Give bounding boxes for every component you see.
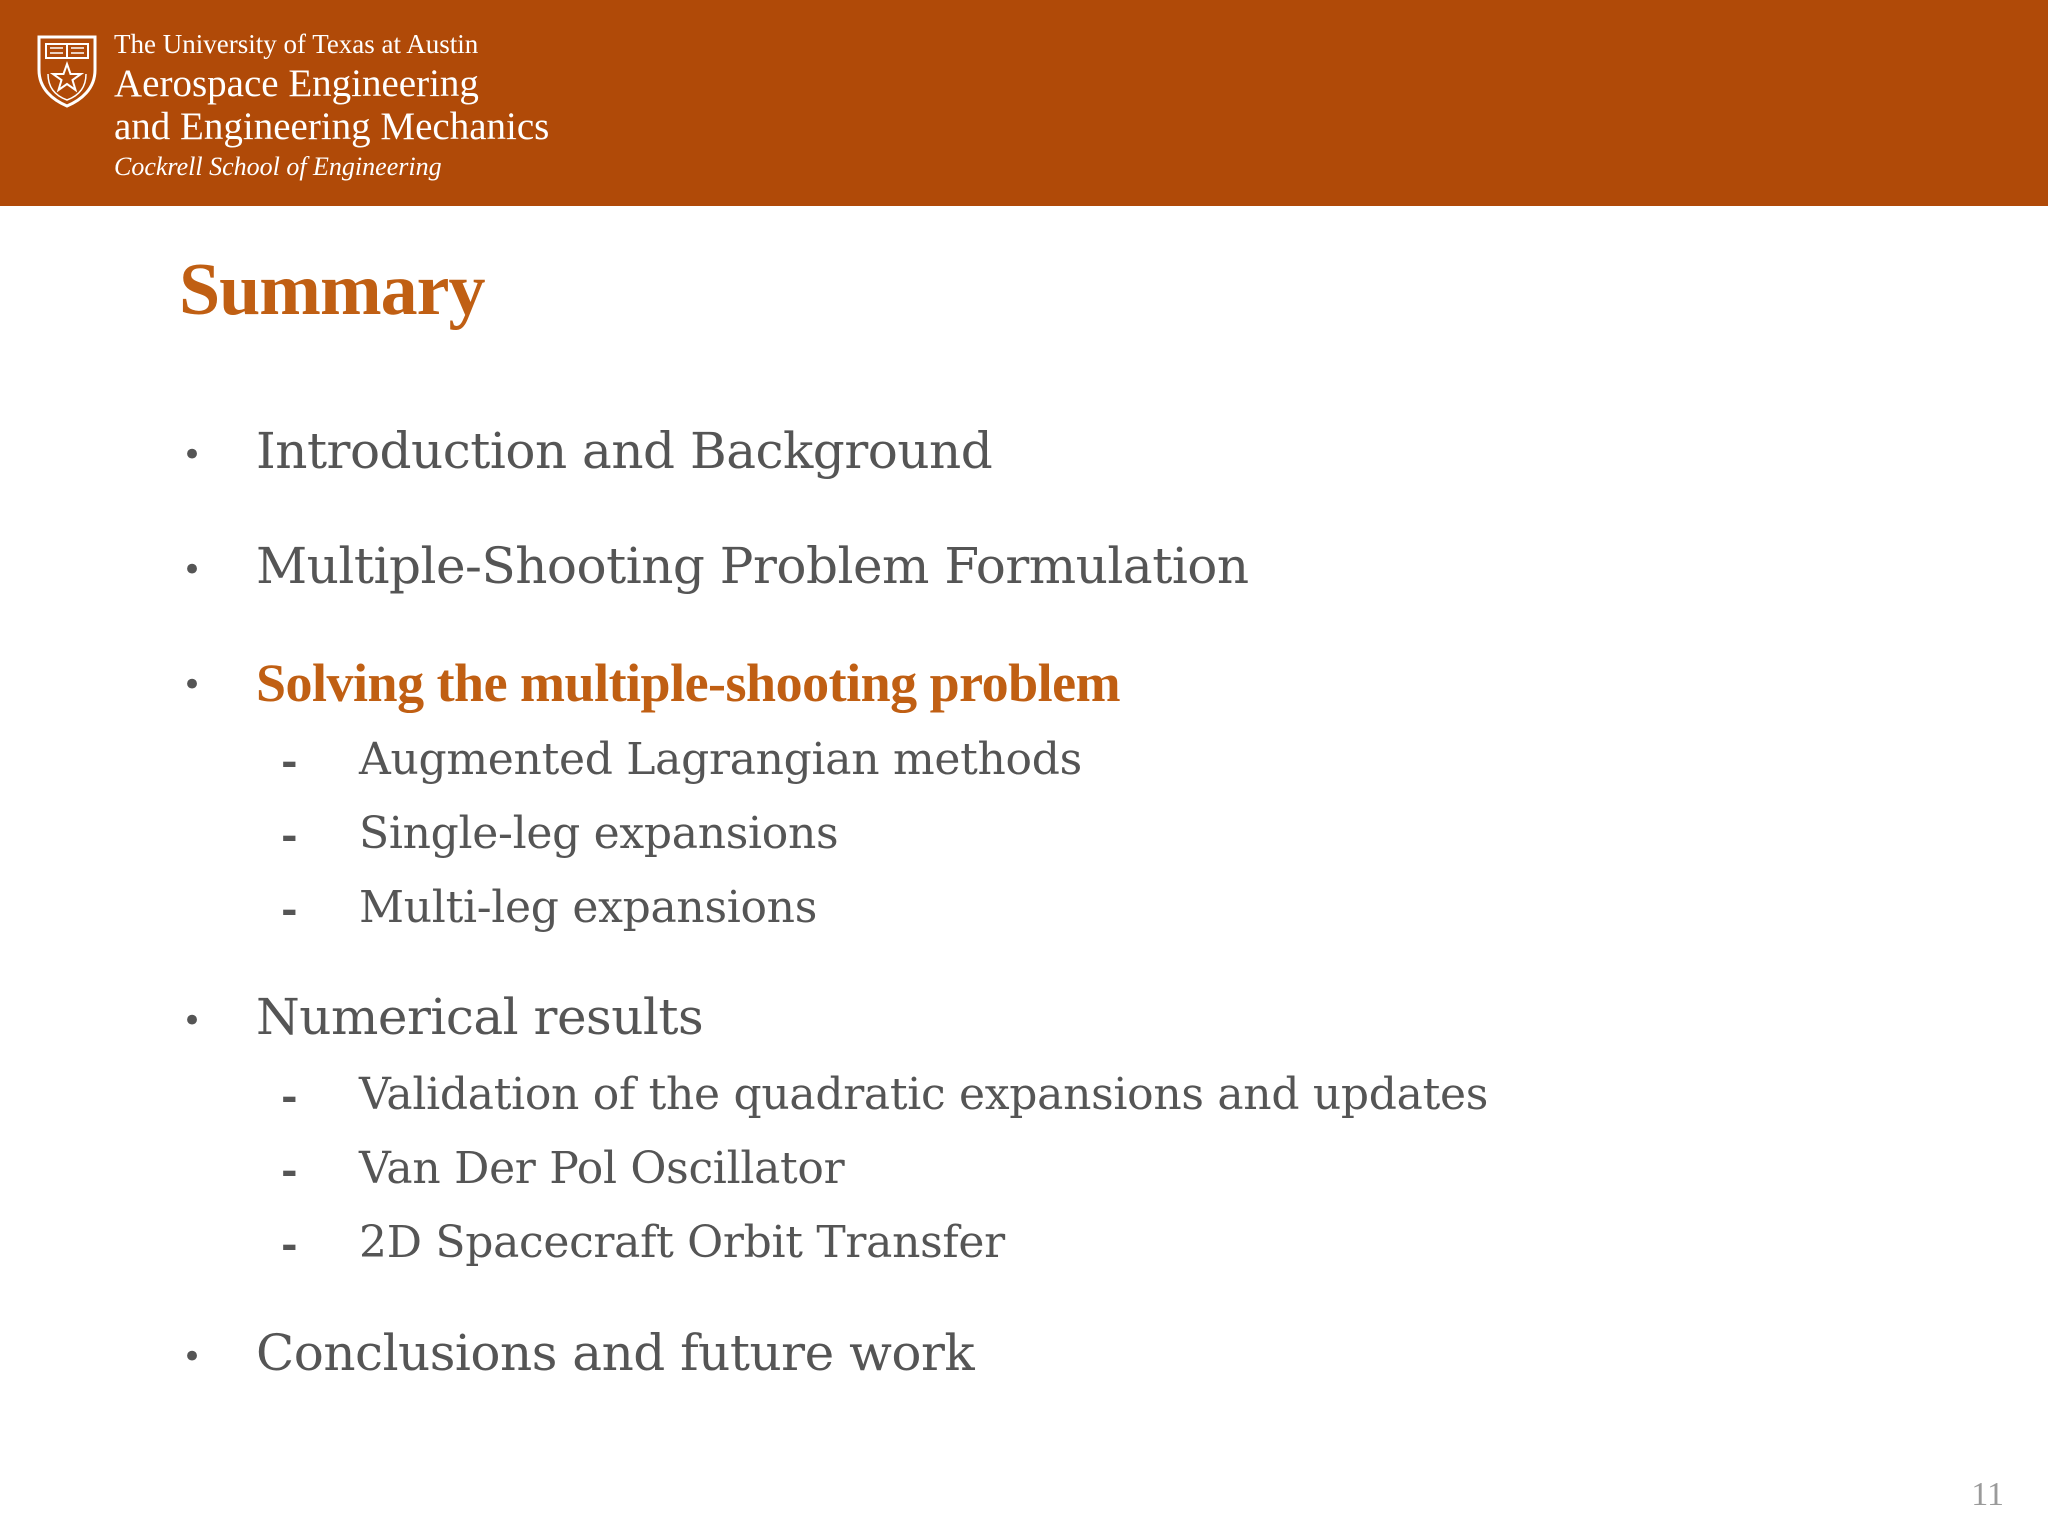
department-line-2: and Engineering Mechanics: [114, 105, 550, 148]
outline-subitem-label: Validation of the quadratic expansions and updates: [359, 1069, 1489, 1120]
dash: -: [281, 886, 298, 933]
bullet: •: [182, 435, 203, 475]
outline-item-label: Introduction and Background: [256, 422, 993, 480]
outline-item-label: Conclusions and future work: [256, 1324, 975, 1382]
outline-subitem-label: Single-leg expansions: [359, 808, 839, 859]
outline-subitem-label: Multi-leg expansions: [359, 882, 817, 933]
school-name: Cockrell School of Engineering: [114, 152, 442, 181]
dash: -: [281, 812, 298, 859]
outline-item-label: Numerical results: [256, 988, 704, 1046]
bullet: •: [182, 1001, 203, 1041]
bullet: •: [182, 665, 203, 705]
university-name: The University of Texas at Austin: [114, 29, 479, 59]
dash: -: [281, 1147, 298, 1194]
outline-item-label: Solving the multiple-shooting problem: [256, 653, 1121, 713]
page-number: 11: [1971, 1476, 2004, 1513]
outline-item-label: Multiple-Shooting Problem Formulation: [256, 537, 1249, 595]
department-line-1: Aerospace Engineering: [114, 62, 479, 105]
bullet: •: [182, 550, 203, 590]
dash: -: [281, 738, 298, 785]
dash: -: [281, 1221, 298, 1268]
outline-subitem-label: Augmented Lagrangian methods: [359, 734, 1082, 785]
slide-title: Summary: [179, 249, 485, 331]
outline-subitem-label: 2D Spacecraft Orbit Transfer: [359, 1217, 1005, 1268]
outline-subitem-label: Van Der Pol Oscillator: [359, 1143, 845, 1194]
dash: -: [281, 1073, 298, 1120]
bullet: •: [182, 1337, 203, 1377]
